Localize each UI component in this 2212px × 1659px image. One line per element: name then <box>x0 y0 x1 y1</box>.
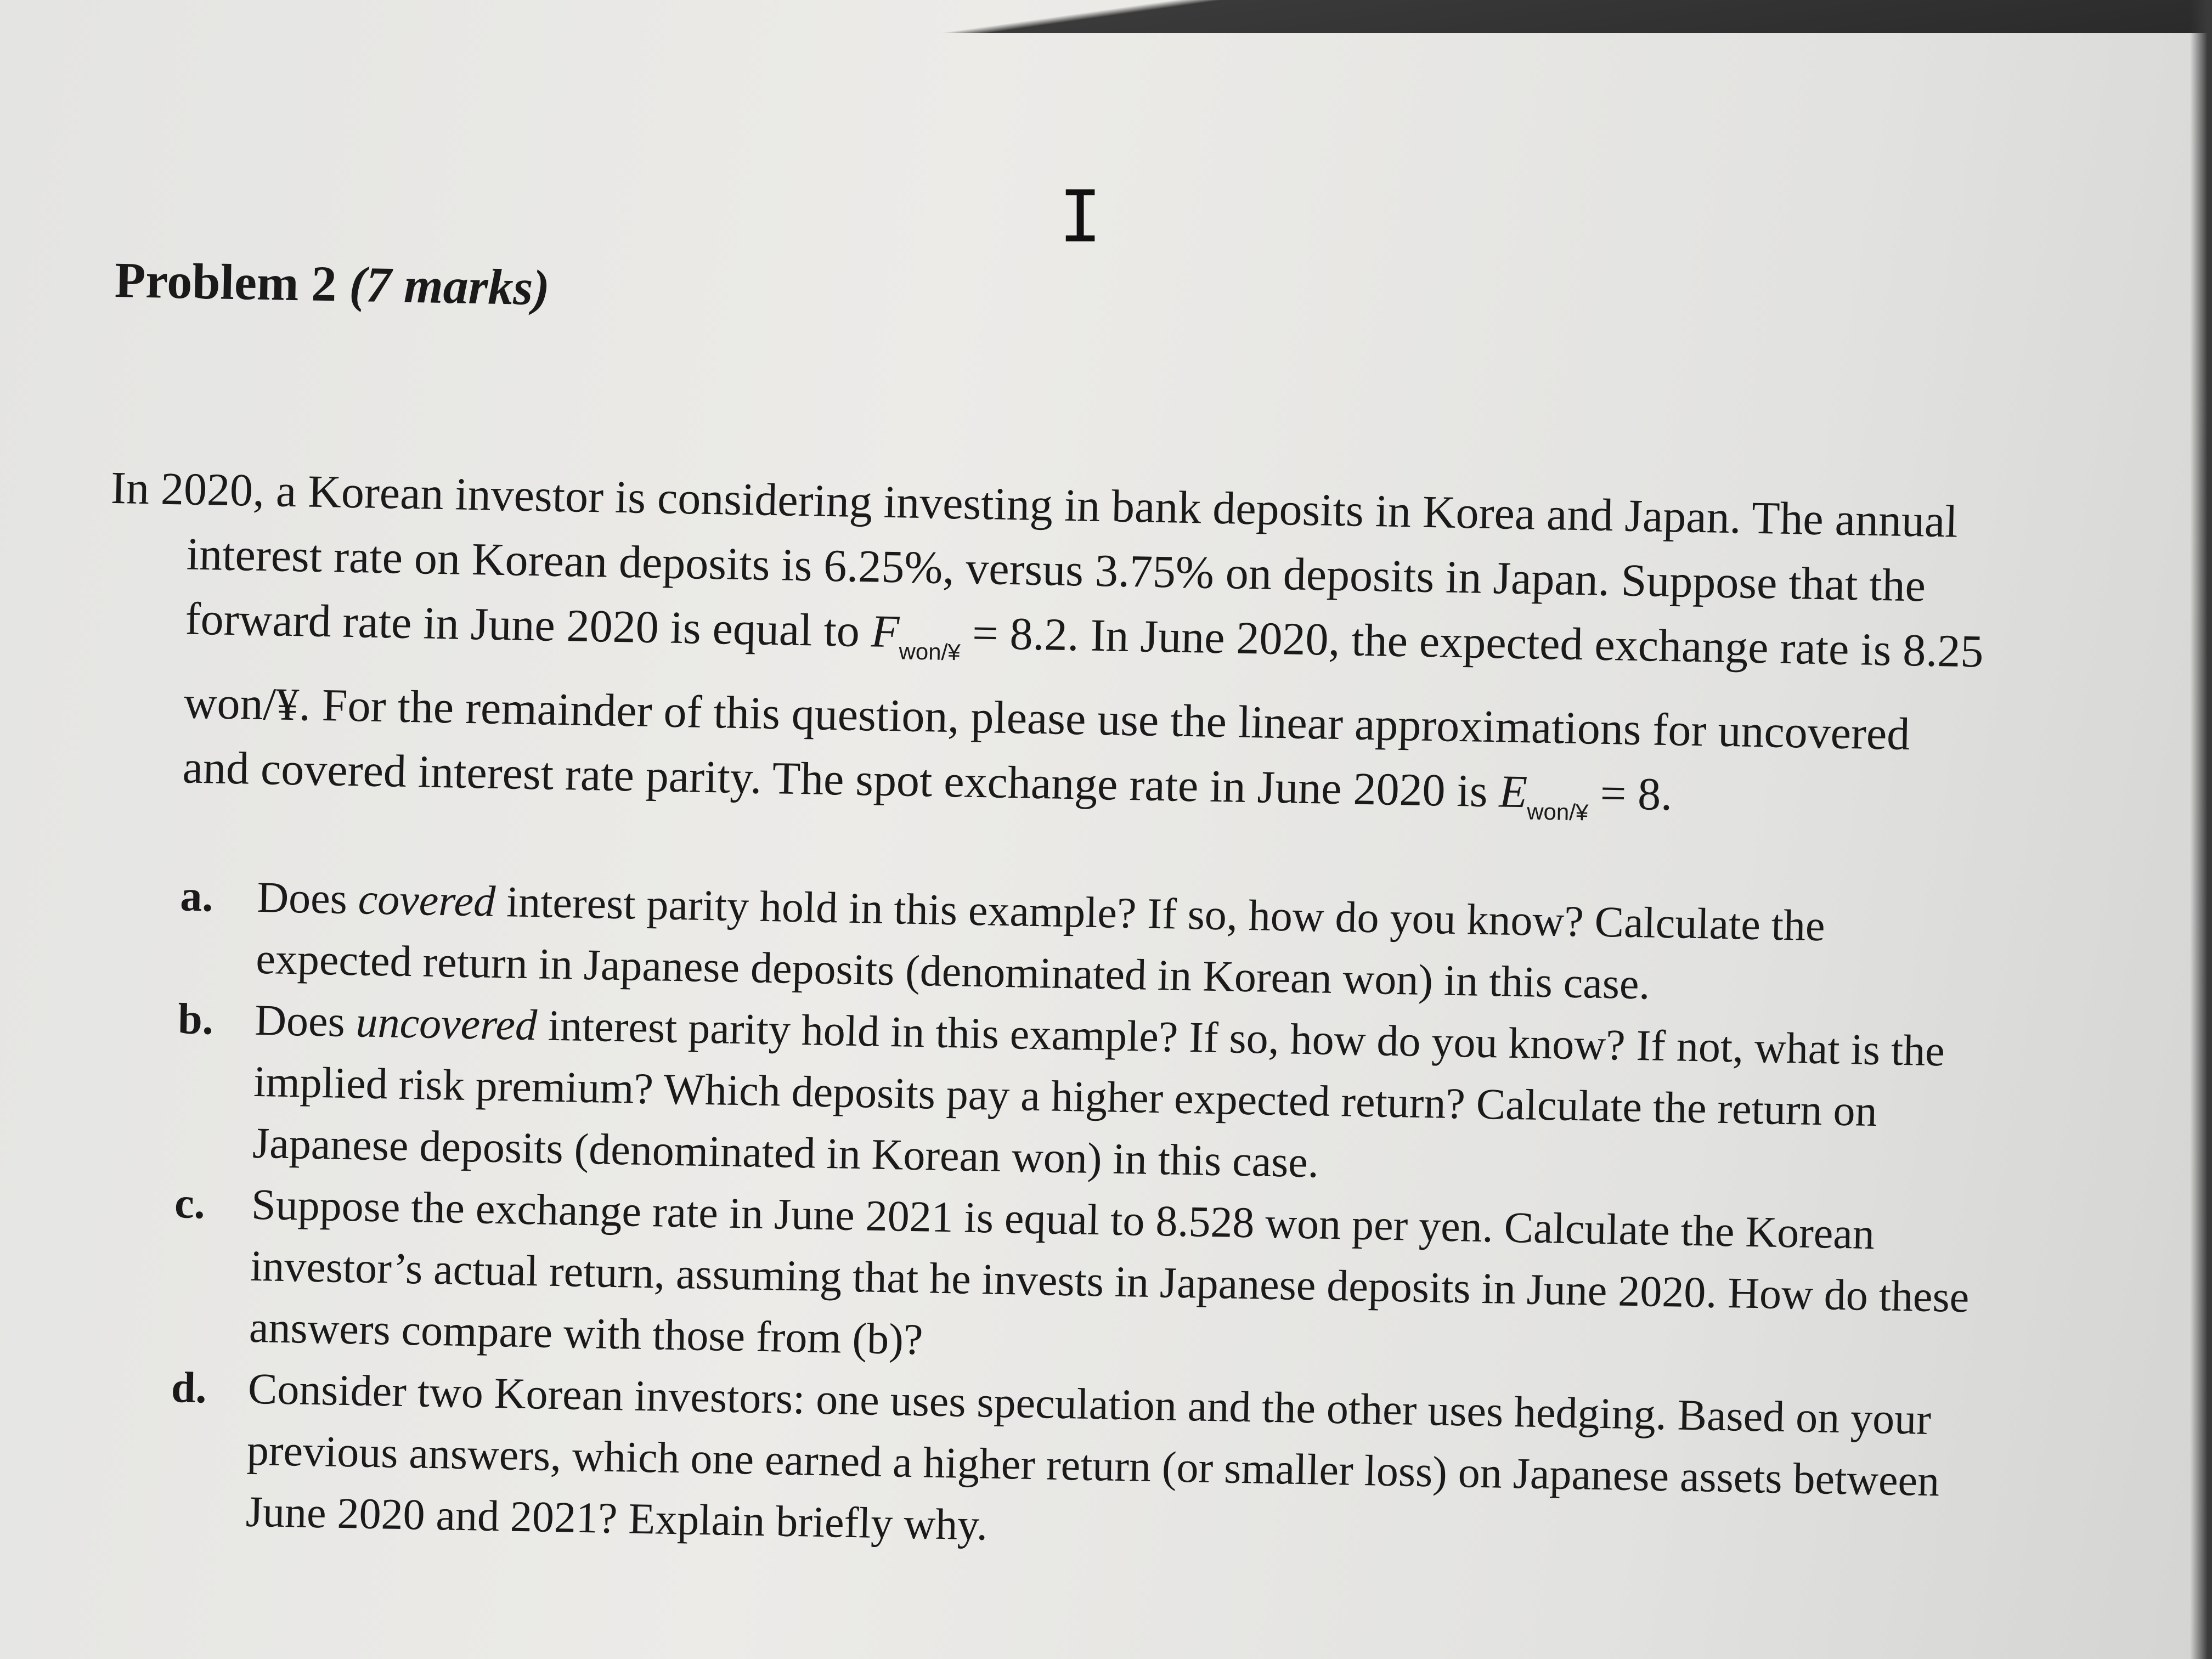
spot-rate-subscript: won/¥ <box>1526 798 1589 826</box>
monitor-bezel-right <box>2190 0 2212 1659</box>
problem-title <box>114 252 1991 342</box>
question-item <box>175 989 1978 1206</box>
question-letter: c. <box>174 1179 206 1228</box>
problem-title-text: Problem 2 <box>114 252 337 312</box>
problem-intro <box>105 456 1988 853</box>
spot-rate-value: = 8. <box>1588 768 1673 821</box>
question-text: Consider two Korean investors: one uses speculation and the other uses hedging. Based on your previous answers, which one earned a higher return (or smaller loss) on Japanese assets between June 2020 and 2021? Explain briefly why. <box>245 1364 1940 1550</box>
question-item <box>168 1357 1971 1574</box>
question-list <box>92 864 1980 1574</box>
question-letter: b. <box>177 995 214 1044</box>
text-cursor-icon: I <box>1059 175 1102 258</box>
forward-rate-symbol: F <box>871 606 900 658</box>
question-text: interest parity hold in this example? If so, how do you know? Calculate the expected return in Japanese deposits (denominated in Korean won) in this case. <box>255 878 1826 1009</box>
question-text: Does <box>256 873 359 924</box>
document-page <box>91 252 1991 1625</box>
question-emphasis: covered <box>358 875 496 927</box>
problem-marks: (7 marks) <box>348 256 550 316</box>
forward-rate-subscript: won/¥ <box>899 638 961 665</box>
intro-text-2: . In June 2020, the expected exchange rate is 8.25 won/¥. For the remainder of this question, please use the linear approximations for uncovered and covered interest rate parity. The spot exchange rate in June 2020 is <box>182 610 1984 817</box>
question-emphasis: uncovered <box>355 998 538 1050</box>
spot-rate-symbol: E <box>1498 766 1528 818</box>
question-letter: d. <box>171 1363 207 1413</box>
question-item <box>172 1172 1974 1390</box>
monitor-bezel-top <box>0 0 2212 33</box>
question-text: Suppose the exchange rate in June 2021 is equal to 8.528 won per yen. Calculate the Korean investor’s actual return, assuming that he invests in Japanese deposits in June 2020. How do these answers compare with those from (b)? <box>249 1181 1970 1364</box>
question-text: interest parity hold in this example? If so, how do you know? If not, what is the implied risk premium? Which deposits pay a higher expected return? Calculate the return on Japanese deposits (denominated in Korean won) in this case. <box>252 1001 1945 1187</box>
question-text: Does <box>254 996 357 1047</box>
intro-text-1: In 2020, a Korean investor is considering investing in bank deposits in Korea and Japan. The annual interest rate on Korean deposits is 6.25%, versus 3.75% on deposits in Japan. Suppose that the forward rate in June 2020 is equal to <box>110 462 1959 657</box>
question-letter: a. <box>179 872 214 921</box>
forward-rate-value: = 8.2 <box>960 607 1068 661</box>
